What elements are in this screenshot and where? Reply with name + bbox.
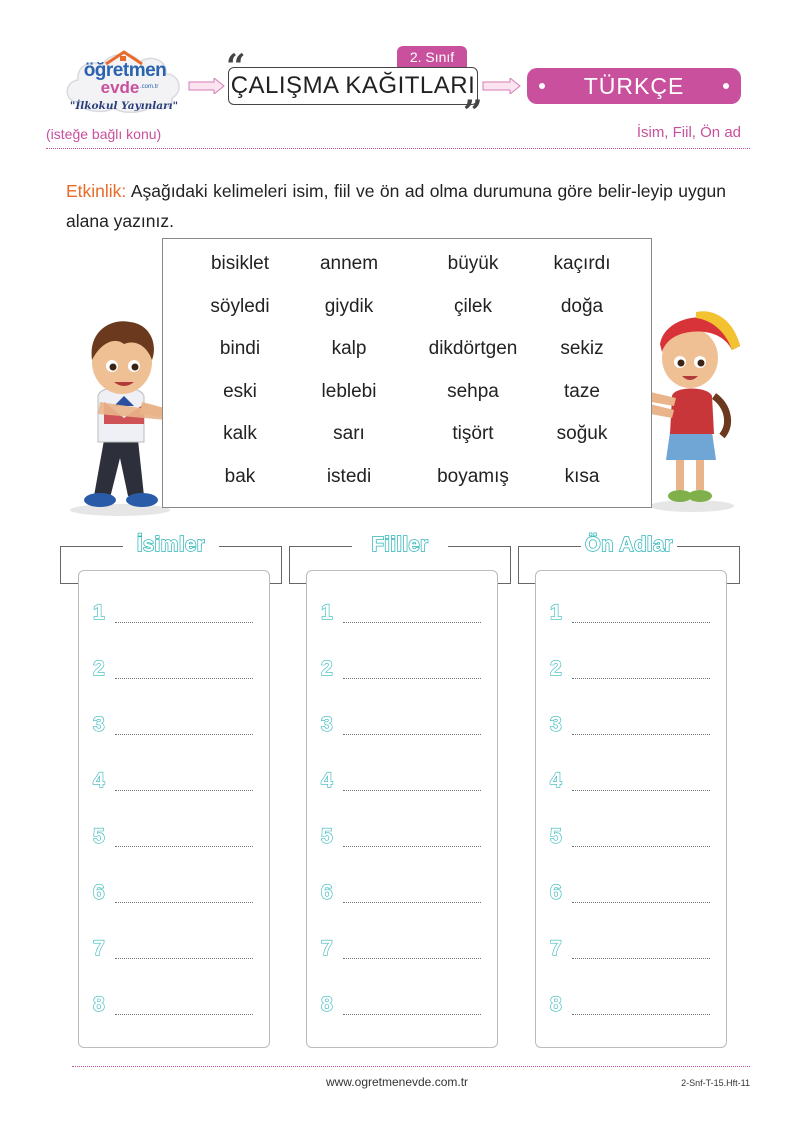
word-item: kalp [331, 338, 367, 359]
answer-line[interactable] [572, 734, 710, 735]
row-number: 5 [93, 825, 105, 848]
word-item: sehpa [447, 381, 499, 402]
row-number: 4 [550, 769, 562, 792]
word-item: leblebi [321, 381, 377, 402]
answer-row[interactable] [550, 601, 710, 625]
answer-line[interactable] [343, 734, 481, 735]
category-title: İsimler [137, 534, 205, 556]
answer-line[interactable] [115, 902, 253, 903]
instruction-lead: Etkinlik: [66, 181, 127, 201]
answer-line[interactable] [343, 846, 481, 847]
answer-row[interactable] [93, 713, 253, 737]
word-item: söyledi [210, 296, 270, 317]
answer-line[interactable] [572, 678, 710, 679]
subject-badge [527, 68, 741, 104]
answer-line[interactable] [343, 622, 481, 623]
answer-line[interactable] [115, 958, 253, 959]
answer-row[interactable] [321, 993, 481, 1017]
word-item: kalk [223, 423, 257, 444]
word-item: boyamış [437, 466, 509, 487]
row-number: 1 [550, 601, 562, 624]
answer-row[interactable] [93, 937, 253, 961]
word-item: doğa [560, 296, 604, 317]
answer-row[interactable] [321, 601, 481, 625]
row-number: 4 [321, 769, 333, 792]
row-number: 7 [321, 937, 333, 960]
answer-line[interactable] [115, 678, 253, 679]
answer-line[interactable] [572, 1014, 710, 1015]
answer-line[interactable] [343, 902, 481, 903]
word-item: kaçırdı [553, 253, 611, 274]
answer-line[interactable] [572, 846, 710, 847]
word-item: taze [564, 381, 600, 402]
row-number: 6 [321, 881, 333, 904]
word-item: kısa [564, 466, 600, 487]
answer-line[interactable] [115, 622, 253, 623]
row-number: 3 [93, 713, 105, 736]
answer-row[interactable] [550, 825, 710, 849]
logo-sub-text: evde [100, 78, 140, 97]
answer-row[interactable] [93, 657, 253, 681]
row-number: 6 [550, 881, 562, 904]
answer-line[interactable] [115, 734, 253, 735]
answer-row[interactable] [93, 601, 253, 625]
header-divider [46, 148, 750, 149]
logo-tagline: "İlkokul Yayınları" [69, 100, 179, 112]
footer-url[interactable]: www.ogretmenevde.com.tr [325, 1075, 469, 1089]
answer-line[interactable] [572, 958, 710, 959]
answer-row[interactable] [321, 825, 481, 849]
word-item: bindi [219, 338, 261, 359]
row-number: 3 [550, 713, 562, 736]
optional-topic-note: (isteğe bağlı konu) [46, 126, 162, 142]
row-number: 6 [93, 881, 105, 904]
close-quote: ” [463, 93, 483, 133]
answer-line[interactable] [343, 790, 481, 791]
word-item: sarı [333, 423, 365, 444]
row-number: 1 [321, 601, 333, 624]
logo-domain-text: .com.tr [140, 84, 159, 90]
word-item: soğuk [556, 423, 608, 444]
row-number: 7 [550, 937, 562, 960]
answer-row[interactable] [550, 657, 710, 681]
row-number: 4 [93, 769, 105, 792]
word-item: büyük [447, 253, 499, 274]
row-number: 2 [93, 657, 105, 680]
answer-line[interactable] [115, 846, 253, 847]
word-item: sekiz [560, 338, 604, 359]
answer-line[interactable] [115, 1014, 253, 1015]
row-number: 5 [321, 825, 333, 848]
word-item: istedi [326, 466, 372, 487]
answer-row[interactable] [93, 993, 253, 1017]
answer-row[interactable] [93, 769, 253, 793]
word-item: giydik [324, 296, 374, 317]
logo-main-text: öğretmen [83, 60, 167, 81]
word-item: tişört [452, 423, 494, 444]
arrow-right-icon [188, 78, 226, 94]
bullet-icon [723, 83, 729, 89]
answer-row[interactable] [550, 881, 710, 905]
answer-row[interactable] [321, 713, 481, 737]
answer-column [535, 570, 727, 1048]
row-number: 2 [550, 657, 562, 680]
word-item: dikdörtgen [428, 338, 518, 359]
answer-column [78, 570, 270, 1048]
instruction-text: Aşağıdaki kelimeleri isim, fiil ve ön ad olma durumuna göre belir-leyip uygun alana yazınız. [66, 181, 726, 231]
row-number: 5 [550, 825, 562, 848]
answer-row[interactable] [321, 937, 481, 961]
row-number: 8 [321, 993, 333, 1016]
instruction [66, 176, 726, 236]
logo [62, 44, 186, 128]
row-number: 2 [321, 657, 333, 680]
word-item: bisiklet [210, 253, 270, 274]
arrow-right-icon [482, 78, 522, 94]
answer-row[interactable] [550, 937, 710, 961]
answer-row[interactable] [93, 881, 253, 905]
subject-label: TÜRKÇE [583, 72, 685, 99]
answer-row[interactable] [93, 825, 253, 849]
answer-line[interactable] [343, 958, 481, 959]
category-title: Ön Adlar [585, 534, 673, 556]
row-number: 7 [93, 937, 105, 960]
answer-row[interactable] [550, 769, 710, 793]
page-code: 2-Snf-T-15.Hft-11 [681, 1078, 750, 1088]
answer-line[interactable] [572, 622, 710, 623]
category-title: Fiiller [371, 534, 429, 556]
answer-line[interactable] [343, 678, 481, 679]
word-bank [162, 238, 652, 508]
word-item: eski [223, 381, 257, 402]
answer-line[interactable] [115, 790, 253, 791]
answer-column [306, 570, 498, 1048]
row-number: 1 [93, 601, 105, 624]
word-item: bak [224, 466, 256, 487]
footer-divider [72, 1066, 750, 1067]
answer-row[interactable] [550, 713, 710, 737]
grade-tab: 2. Sınıf [397, 46, 467, 67]
page-title: ÇALIŞMA KAĞITLARI [228, 67, 478, 105]
girl-character-illustration [636, 306, 744, 516]
row-number: 3 [321, 713, 333, 736]
row-number: 8 [93, 993, 105, 1016]
word-item: çilek [453, 296, 492, 317]
answer-row[interactable] [321, 657, 481, 681]
answer-line[interactable] [572, 902, 710, 903]
answer-line[interactable] [343, 1014, 481, 1015]
answer-row[interactable] [321, 769, 481, 793]
open-quote: “ [226, 47, 246, 87]
row-number: 8 [550, 993, 562, 1016]
answer-line[interactable] [572, 790, 710, 791]
word-item: annem [319, 253, 379, 274]
topic-label: İsim, Fiil, Ön ad [636, 124, 741, 141]
answer-row[interactable] [321, 881, 481, 905]
answer-row[interactable] [550, 993, 710, 1017]
bullet-icon [539, 83, 545, 89]
